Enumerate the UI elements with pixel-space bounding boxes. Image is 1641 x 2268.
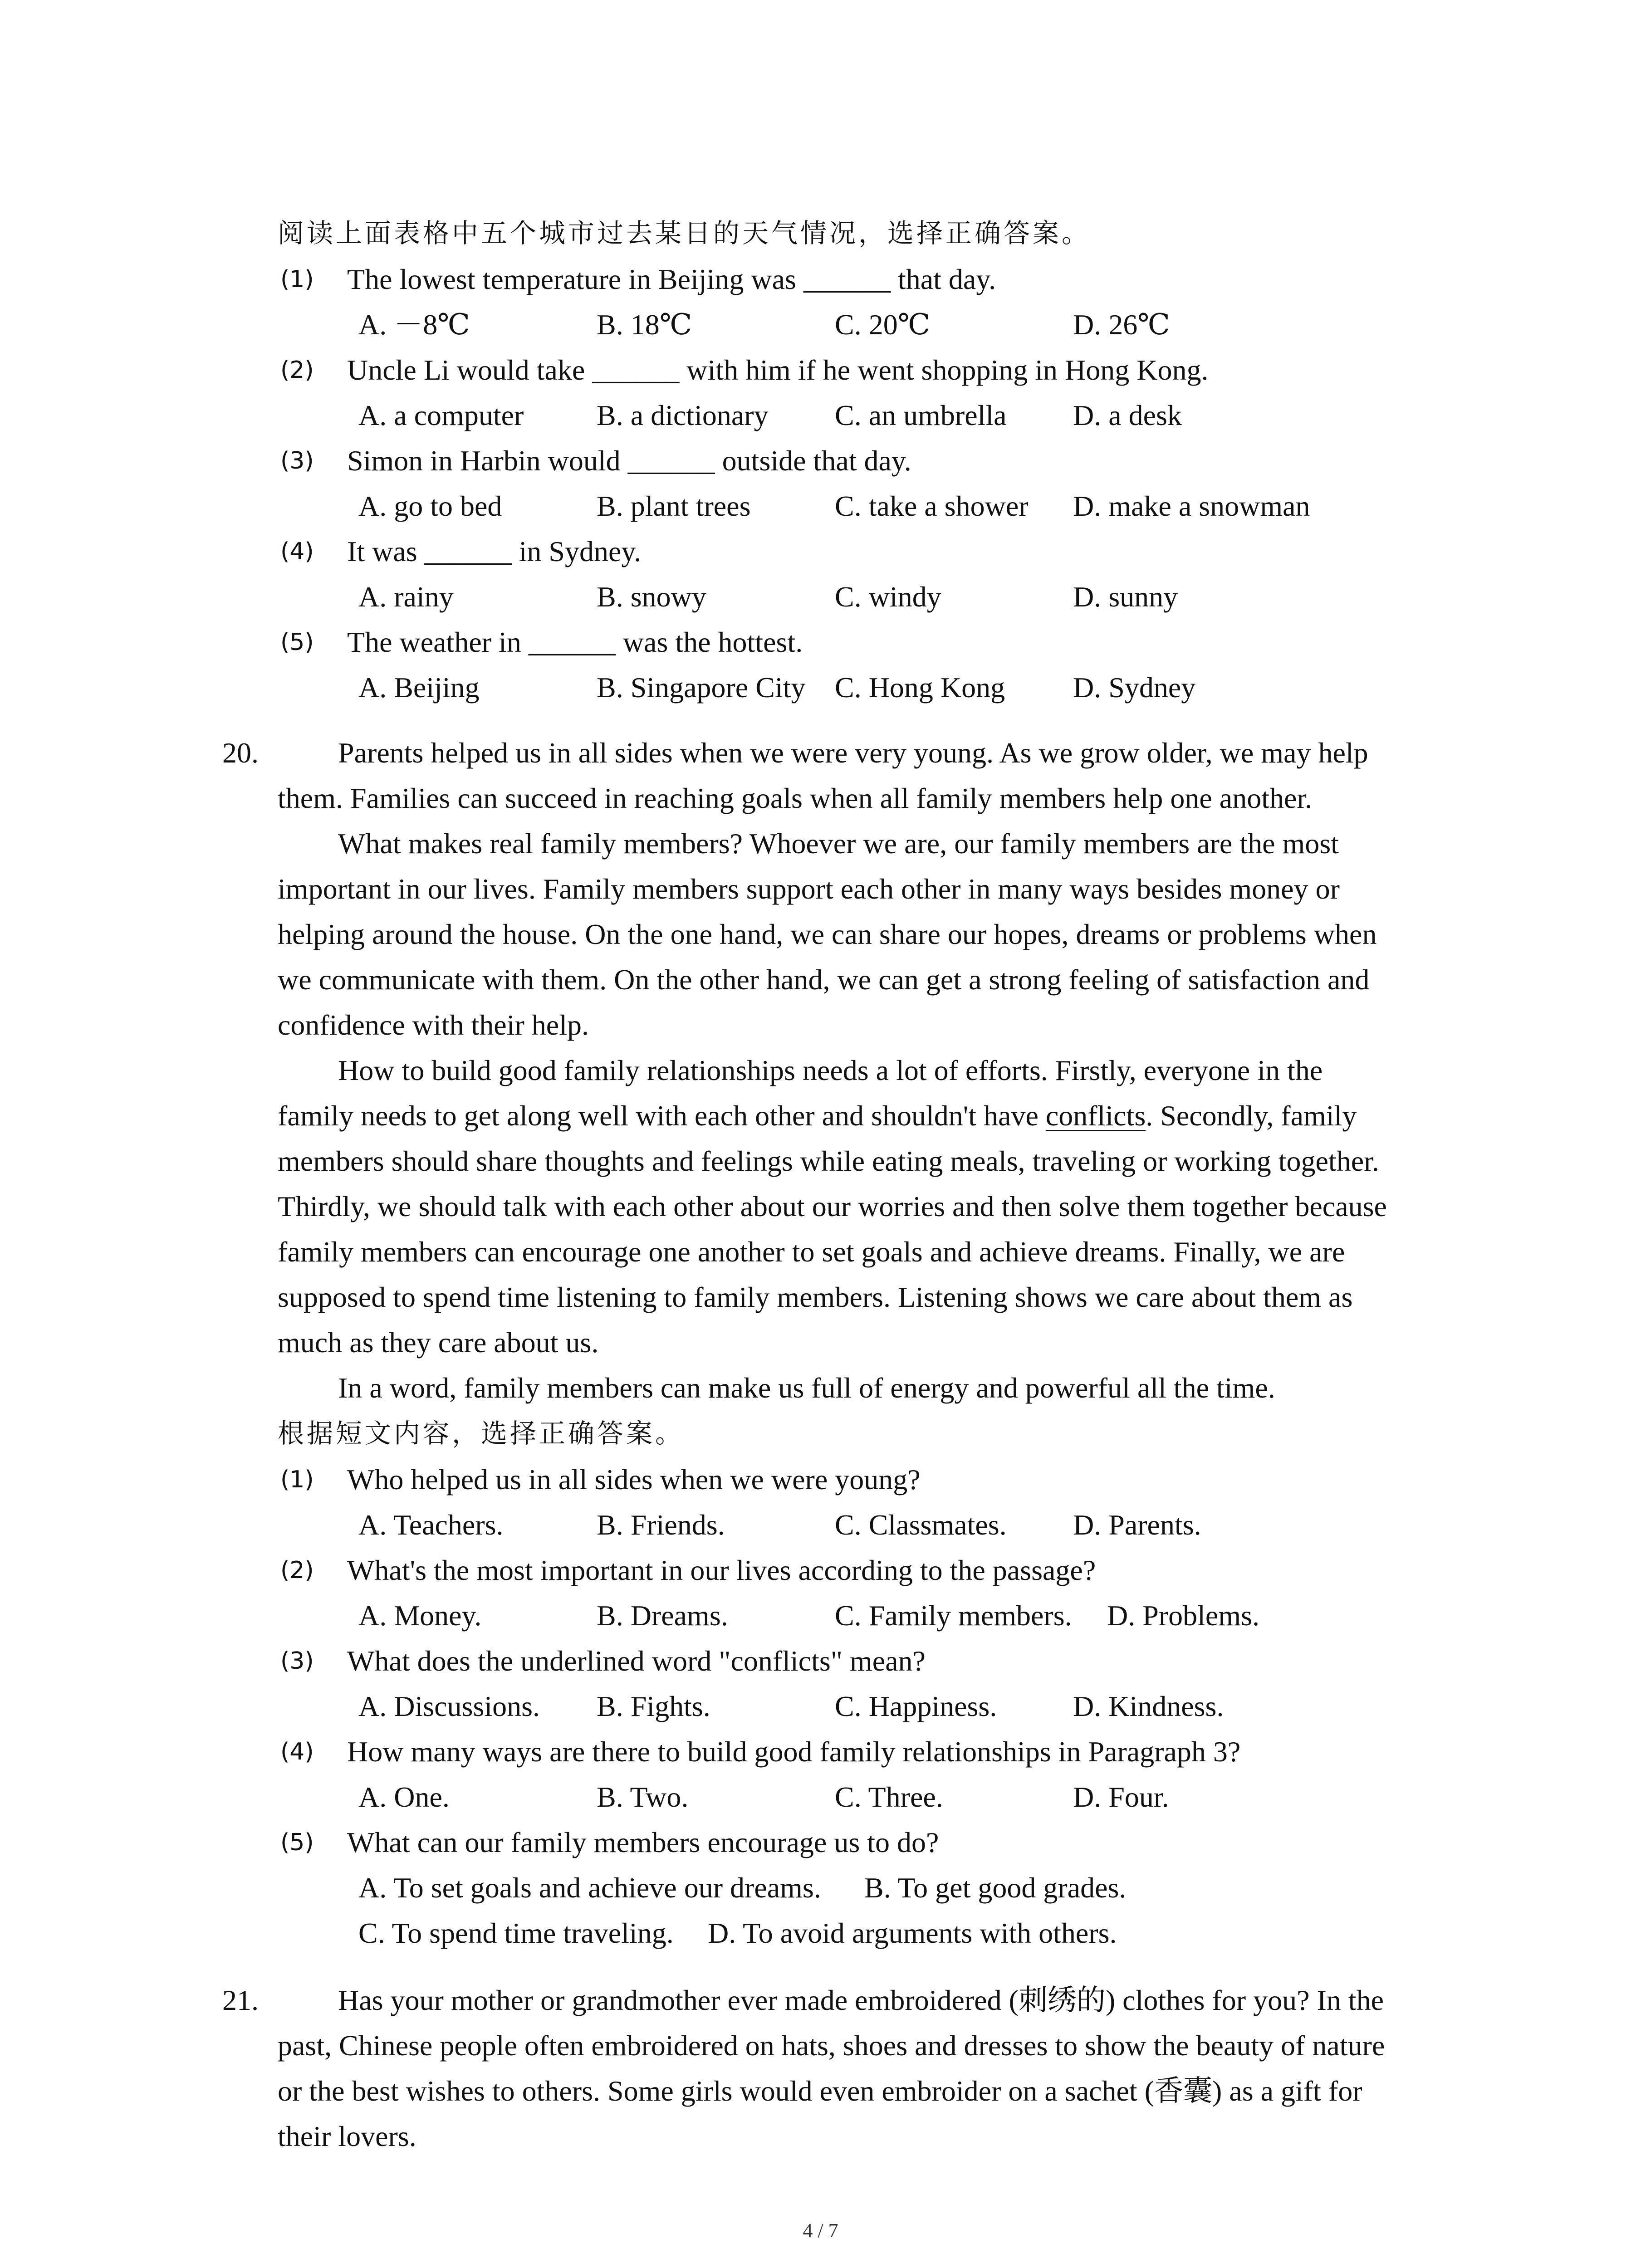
question-20-number: 20.: [222, 737, 259, 769]
passage20-line: members should share thoughts and feelings while eating meals, traveling or working together.: [278, 1145, 1379, 1177]
q19-5-option-a[interactable]: A. Beijing: [358, 671, 480, 704]
passage20-line: How to build good family relationships needs a lot of efforts. Firstly, everyone in the: [338, 1054, 1323, 1086]
q20-5-text: What can our family members encourage us to do?: [347, 1826, 939, 1858]
passage20-line: family members can encourage one another to set goals and achieve dreams. Finally, we are: [278, 1236, 1345, 1268]
q20-2-option-d[interactable]: D. Problems.: [1107, 1599, 1259, 1632]
q20-5-option-d[interactable]: D. To avoid arguments with others.: [708, 1917, 1117, 1949]
q20-1-text: Who helped us in all sides when we were young?: [347, 1463, 921, 1496]
q19-2-option-d[interactable]: D. a desk: [1073, 399, 1182, 431]
q19-2-option-b[interactable]: B. a dictionary: [597, 399, 769, 431]
q20-2-option-c[interactable]: C. Family members.: [835, 1599, 1072, 1632]
q19-4-number: (4): [280, 538, 314, 565]
q19-5-text: The weather in ______ was the hottest.: [347, 626, 803, 658]
passage20-line-with-underline: [278, 1093, 1357, 1139]
q20-4-option-b[interactable]: B. Two.: [597, 1781, 689, 1813]
q19-1-text: The lowest temperature in Beijing was ______ that day.: [347, 263, 996, 295]
q19-5-option-c[interactable]: C. Hong Kong: [835, 671, 1005, 704]
q20-5-option-a[interactable]: A. To set goals and achieve our dreams.: [358, 1872, 821, 1904]
q20-3-option-b[interactable]: B. Fights.: [597, 1690, 710, 1722]
q19-4-text: It was ______ in Sydney.: [347, 535, 642, 567]
q20-1-option-a[interactable]: A. Teachers.: [358, 1509, 504, 1541]
q20-2-option-b[interactable]: B. Dreams.: [597, 1599, 728, 1632]
passage20-line: Thirdly, we should talk with each other about our worries and then solve them together because: [278, 1190, 1387, 1222]
q20-5-option-c[interactable]: C. To spend time traveling.: [358, 1917, 674, 1949]
q19-2-number: (2): [280, 357, 314, 384]
section20-instruction: 根据短文内容，选择正确答案。: [278, 1418, 685, 1449]
q19-3-number: (3): [280, 447, 314, 474]
q19-1-option-b[interactable]: B. 18℃: [597, 308, 692, 341]
q20-2-text: What's the most important in our lives according to the passage?: [347, 1554, 1096, 1586]
q19-3-option-b[interactable]: B. plant trees: [597, 490, 751, 522]
q19-4-option-b[interactable]: B. snowy: [597, 581, 706, 613]
q19-1-option-d[interactable]: D. 26℃: [1073, 308, 1170, 341]
q19-2-option-c[interactable]: C. an umbrella: [835, 399, 1007, 431]
q19-2-option-a[interactable]: A. a computer: [358, 399, 524, 431]
q19-1-option-c[interactable]: C. 20℃: [835, 308, 931, 341]
passage20-text: . Secondly, family: [1146, 1100, 1357, 1132]
passage21-line: Has your mother or grandmother ever made embroidered (刺绣的) clothes for you? In the: [338, 1984, 1384, 2016]
q19-3-option-c[interactable]: C. take a shower: [835, 490, 1029, 522]
q20-2-option-a[interactable]: A. Money.: [358, 1599, 482, 1632]
q19-1-option-a[interactable]: A. －8℃: [358, 308, 470, 341]
q19-1-number: (1): [280, 266, 314, 293]
q20-1-option-d[interactable]: D. Parents.: [1073, 1509, 1201, 1541]
q20-5-option-b[interactable]: B. To get good grades.: [864, 1872, 1127, 1904]
passage20-line: In a word, family members can make us full of energy and powerful all the time.: [338, 1372, 1275, 1404]
passage20-text: family needs to get along well with each other and shouldn't have: [278, 1100, 1046, 1132]
passage20-line: helping around the house. On the one hand, we can share our hopes, dreams or problems when: [278, 918, 1377, 950]
q19-4-option-d[interactable]: D. sunny: [1073, 581, 1178, 613]
q20-3-option-d[interactable]: D. Kindness.: [1073, 1690, 1224, 1722]
q20-3-text: What does the underlined word "conflicts" mean?: [347, 1645, 926, 1677]
q19-5-option-b[interactable]: B. Singapore City: [597, 671, 806, 704]
q20-3-option-a[interactable]: A. Discussions.: [358, 1690, 540, 1722]
q20-3-number: (3): [280, 1647, 314, 1675]
q19-2-text: Uncle Li would take ______ with him if he went shopping in Hong Kong.: [347, 354, 1209, 386]
q20-1-number: (1): [280, 1466, 314, 1493]
q19-5-number: (5): [280, 629, 314, 656]
q19-4-option-a[interactable]: A. rainy: [358, 581, 454, 613]
q20-4-option-d[interactable]: D. Four.: [1073, 1781, 1169, 1813]
q19-3-option-a[interactable]: A. go to bed: [358, 490, 502, 522]
q20-1-option-c[interactable]: C. Classmates.: [835, 1509, 1007, 1541]
passage20-line: important in our lives. Family members support each other in many ways besides money or: [278, 873, 1340, 905]
passage21-line: past, Chinese people often embroidered on hats, shoes and dresses to show the beauty of nature: [278, 2029, 1385, 2062]
q19-5-option-d[interactable]: D. Sydney: [1073, 671, 1196, 704]
q20-4-option-a[interactable]: A. One.: [358, 1781, 450, 1813]
q20-4-option-c[interactable]: C. Three.: [835, 1781, 943, 1813]
q20-5-number: (5): [280, 1829, 314, 1856]
q20-1-option-b[interactable]: B. Friends.: [597, 1509, 725, 1541]
passage20-line: much as they care about us.: [278, 1326, 599, 1359]
passage20-line: What makes real family members? Whoever we are, our family members are the most: [338, 827, 1339, 860]
page-number: 4 / 7: [803, 2219, 838, 2242]
passage20-line: we communicate with them. On the other hand, we can get a strong feeling of satisfaction and: [278, 963, 1370, 996]
passage20-line: supposed to spend time listening to family members. Listening shows we care about them as: [278, 1281, 1353, 1313]
q20-4-number: (4): [280, 1738, 314, 1765]
passage21-line: their lovers.: [278, 2120, 416, 2152]
section19-instruction: 阅读上面表格中五个城市过去某日的天气情况，选择正确答案。: [278, 218, 1091, 249]
passage21-line: or the best wishes to others. Some girls would even embroider on a sachet (香囊) as a gift for: [278, 2075, 1362, 2107]
underlined-word: conflicts: [1045, 1100, 1146, 1132]
q20-3-option-c[interactable]: C. Happiness.: [835, 1690, 997, 1722]
passage20-line: confidence with their help.: [278, 1009, 589, 1041]
q19-3-option-d[interactable]: D. make a snowman: [1073, 490, 1310, 522]
passage20-line: Parents helped us in all sides when we were very young. As we grow older, we may help: [338, 737, 1368, 769]
q20-4-text: How many ways are there to build good family relationships in Paragraph 3?: [347, 1735, 1241, 1768]
q20-2-number: (2): [280, 1557, 314, 1584]
passage20-line: them. Families can succeed in reaching goals when all family members help one another.: [278, 782, 1313, 814]
q19-4-option-c[interactable]: C. windy: [835, 581, 941, 613]
q19-3-text: Simon in Harbin would ______ outside that day.: [347, 445, 911, 477]
question-21-number: 21.: [222, 1984, 259, 2016]
